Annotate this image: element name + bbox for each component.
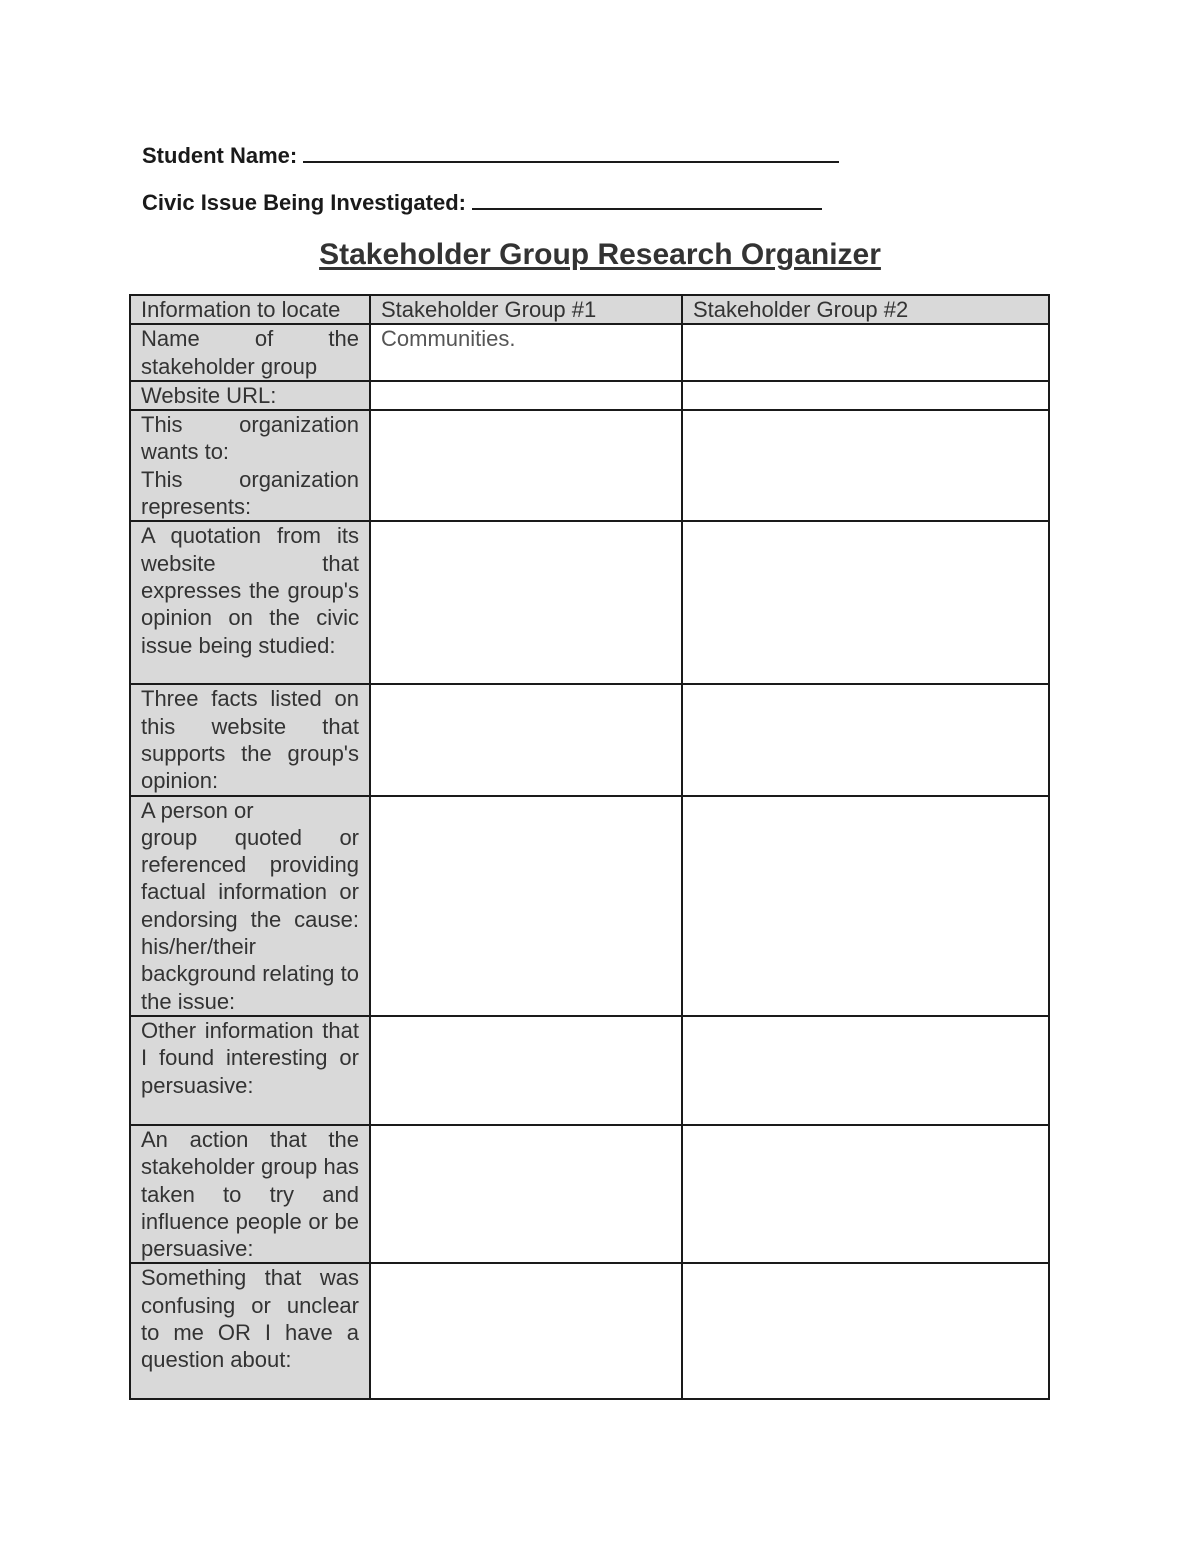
- table-row: [130, 1263, 1049, 1399]
- table-row: [130, 521, 1049, 684]
- table-row: [130, 410, 1049, 521]
- row-label-confusing: Something that was confusing or unclear to me OR I have a question about:: [130, 1263, 370, 1399]
- table-row: [130, 381, 1049, 410]
- group-2-quotation-cell[interactable]: [682, 521, 1049, 684]
- group-1-website-cell[interactable]: [370, 381, 682, 410]
- table-row: [130, 324, 1049, 381]
- group-1-purpose-cell[interactable]: [370, 410, 682, 521]
- table-row: [130, 1016, 1049, 1125]
- table-row: [130, 796, 1049, 1016]
- row-label-purpose: [130, 410, 370, 521]
- research-organizer-table: [129, 294, 1050, 1400]
- group-2-website-cell[interactable]: [682, 381, 1049, 410]
- group-2-confusing-cell[interactable]: [682, 1263, 1049, 1399]
- row-label-other-info: Other information that I found interesting or persuasive:: [130, 1016, 370, 1125]
- group-1-confusing-cell[interactable]: [370, 1263, 682, 1399]
- student-name-label: Student Name:: [142, 143, 298, 168]
- civic-issue-label: Civic Issue Being Investigated:: [142, 190, 466, 215]
- column-header-group-2: Stakeholder Group #2: [682, 295, 1049, 324]
- row-label-name: Name of the stakeholder group: [130, 324, 370, 381]
- table-header-row: [130, 295, 1049, 324]
- group-2-action-cell[interactable]: [682, 1125, 1049, 1263]
- group-1-quotation-cell[interactable]: [370, 521, 682, 684]
- row-label-quotation: A quotation from its website that expresses the group's opinion on the civic issue being studied:: [130, 521, 370, 684]
- group-2-person-cell[interactable]: [682, 796, 1049, 1016]
- table-row: [130, 684, 1049, 795]
- row-label-person-line2: group quoted or referenced providing factual information or endorsing the cause: his/her/their background relating to the issue:: [141, 824, 359, 1014]
- group-2-facts-cell[interactable]: [682, 684, 1049, 795]
- group-1-person-cell[interactable]: [370, 796, 682, 1016]
- group-2-name-cell[interactable]: [682, 324, 1049, 381]
- row-label-action: An action that the stakeholder group has taken to try and influence people or be persuasive:: [130, 1125, 370, 1263]
- row-label-facts: Three facts listed on this website that supports the group's opinion:: [130, 684, 370, 795]
- student-name-field[interactable]: [303, 143, 839, 163]
- group-1-facts-cell[interactable]: [370, 684, 682, 795]
- row-label-wants: This organization wants to:: [141, 412, 359, 465]
- group-2-purpose-cell[interactable]: [682, 410, 1049, 521]
- row-label-website: Website URL:: [130, 381, 370, 410]
- civic-issue-line: [142, 190, 822, 216]
- column-header-group-1: Stakeholder Group #1: [370, 295, 682, 324]
- row-label-represents: This organization represents:: [141, 466, 359, 520]
- group-1-other-info-cell[interactable]: [370, 1016, 682, 1125]
- group-2-other-info-cell[interactable]: [682, 1016, 1049, 1125]
- student-name-line: [142, 143, 839, 169]
- row-label-person-quoted: [130, 796, 370, 1016]
- page-title: Stakeholder Group Research Organizer: [319, 238, 881, 271]
- civic-issue-field[interactable]: [472, 190, 822, 210]
- group-1-action-cell[interactable]: [370, 1125, 682, 1263]
- row-label-person-line1: A person or: [141, 797, 254, 823]
- table-row: [130, 1125, 1049, 1263]
- column-header-information: Information to locate: [130, 295, 370, 324]
- group-1-name-cell[interactable]: Communities.: [370, 324, 682, 381]
